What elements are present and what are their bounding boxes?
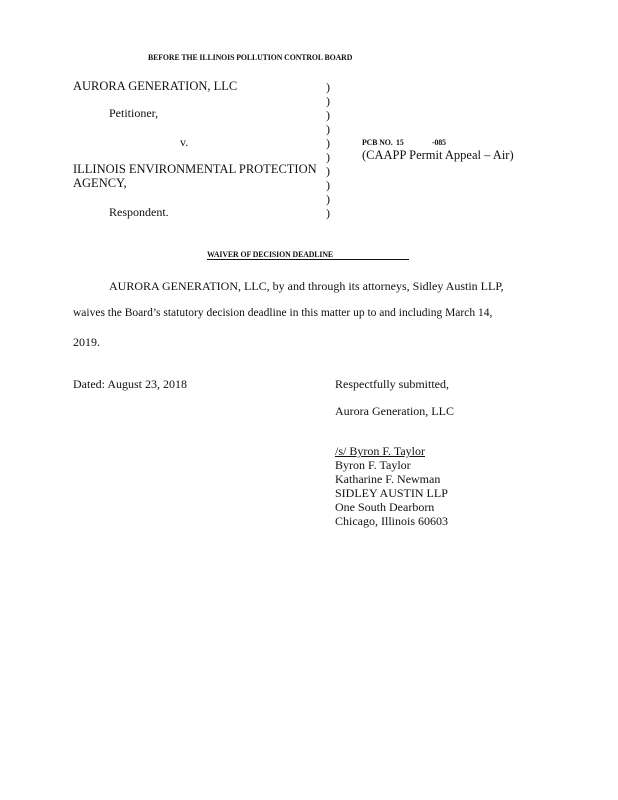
case-type: (CAAPP Permit Appeal – Air) <box>362 148 514 162</box>
petitioner-name: AURORA GENERATION, LLC <box>73 79 238 93</box>
address-line-1: One South Dearborn <box>335 500 435 514</box>
case-number: -085 <box>432 137 446 147</box>
paren: ) <box>326 122 330 136</box>
case-year: 15 <box>396 137 404 147</box>
paren: ) <box>326 94 330 108</box>
attorney-name: Byron F. Taylor <box>335 458 411 472</box>
paren: ) <box>326 178 330 192</box>
dated-line: Dated: August 23, 2018 <box>73 377 187 391</box>
signature-line: /s/ Byron F. Taylor <box>335 444 425 458</box>
body-line-1: AURORA GENERATION, LLC, by and through its attorneys, Sidley Austin LLP, <box>109 279 504 293</box>
closing: Respectfully submitted, <box>335 377 449 391</box>
title-underline <box>207 259 409 260</box>
paren: ) <box>326 150 330 164</box>
versus-label: v. <box>180 135 189 149</box>
law-firm: SIDLEY AUSTIN LLP <box>335 486 448 500</box>
paren: ) <box>326 80 330 94</box>
petitioner-role: Petitioner, <box>109 106 159 120</box>
document-title: WAIVER OF DECISION DEADLINE <box>207 249 334 259</box>
case-label: PCB NO. <box>362 137 393 147</box>
paren: ) <box>326 206 330 220</box>
body-line-2: waives the Board’s statutory decision deadline in this matter up to and including March 14, <box>73 307 493 319</box>
attorney-name: Katharine F. Newman <box>335 472 441 486</box>
paren: ) <box>326 136 330 150</box>
paren: ) <box>326 108 330 122</box>
respondent-name-line1: ILLINOIS ENVIRONMENTAL PROTECTION <box>73 162 317 176</box>
caption-parens <box>326 80 330 220</box>
board-heading: BEFORE THE ILLINOIS POLLUTION CONTROL BOARD <box>148 52 353 62</box>
signing-party: Aurora Generation, LLC <box>335 404 454 418</box>
paren: ) <box>326 192 330 206</box>
respondent-name-line2: AGENCY, <box>73 176 127 190</box>
paren: ) <box>326 164 330 178</box>
body-line-3: 2019. <box>73 335 100 349</box>
respondent-role: Respondent. <box>109 205 169 219</box>
address-line-2: Chicago, Illinois 60603 <box>335 514 448 528</box>
